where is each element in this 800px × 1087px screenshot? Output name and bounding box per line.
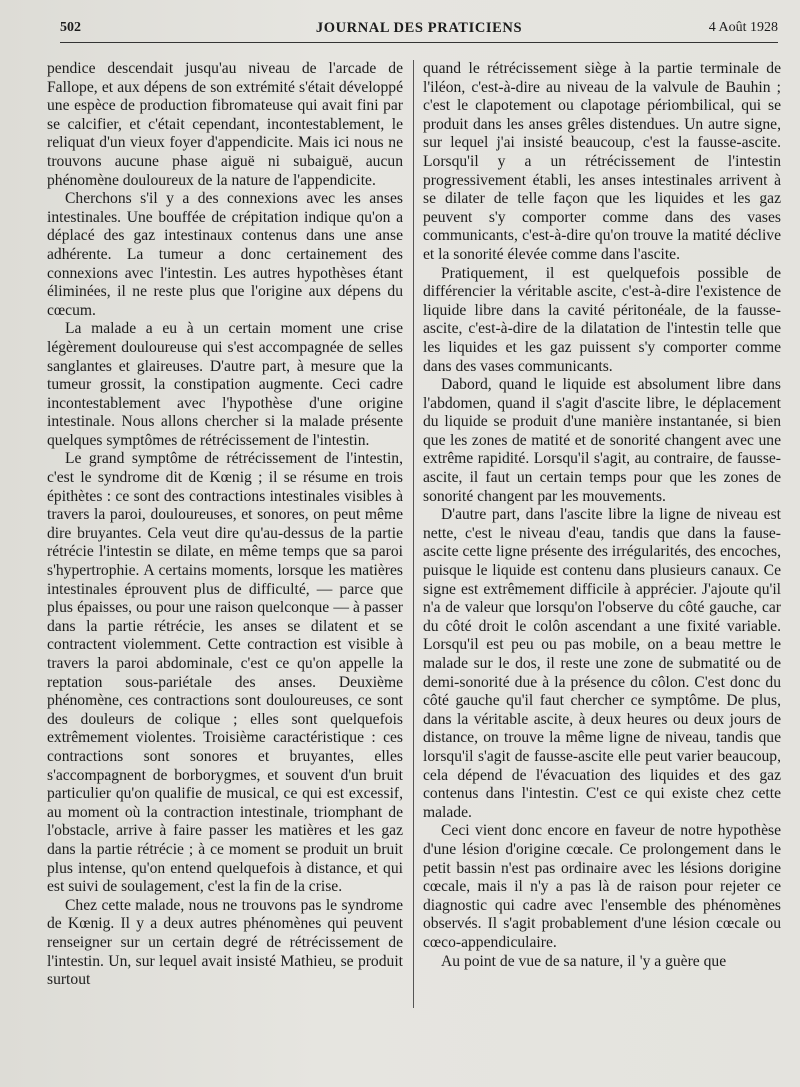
paragraph: La malade a eu à un certain moment une crise légèrement douloureuse qui s'est accompagnée de selles sanglantes et glaireuses. D'autre part, à mesure que la tumeur grossit, la constipation augmente. Ceci cadre incontestablement avec l'hypothèse d'une origine intestinale. Nous allons chercher si la malade présente quelques symptômes de rétrécissement de l'intestin.: [47, 320, 403, 449]
journal-title: JOURNAL DES PRATICIENS: [315, 20, 523, 36]
right-column: [423, 60, 781, 971]
paragraph: Ceci vient donc encore en faveur de notre hypothèse d'une lésion d'origine cœcale. Ce prolongement dans le petit bassin n'est pas ordinaire avec les lésions dorigine cœcale, mais il n'y a pas là de raison pour rejeter ce diagnostic qui cadre avec l'ensemble des phénomènes observés. Il s'agit probablement d'une lésion cœcale ou cœco-appendiculaire.: [423, 822, 781, 951]
paragraph: quand le rétrécissement siège à la partie terminale de l'iléon, c'est-à-dire au niveau de la valvule de Bauhin ; c'est le clapotement ou clapotage périombilical, qui se produit dans les anses grêles distendues. Un autre signe, sur lequel j'ai insisté beaucoup, c'est la fausse-ascite. Lorsqu'il y a un rétrécissement de l'intestin progressivement établi, les anses intestinales arrivent à se dilater de telle façon que les liquides et les gaz peuvent s'y comporter comme dans des vases communicants, c'est-à-dire qu'on trouve la matité déclive et la sonorité élevée comme dans l'ascite.: [423, 60, 781, 263]
issue-date: 4 Août 1928: [708, 20, 778, 35]
paragraph: pendice descendait jusqu'au niveau de l'arcade de Fallope, et aux dépens de son extrémité s'était développé une espèce de production fibromateuse qui avait fini par se calcifier, et c'était cependant, incontestablement, le reliquat d'un vieux foyer d'appendicite. Mais ici nous ne trouvons aucune phase aiguë ni subaiguë, aucun phénomène douloureux de la nature de l'appendicite.: [47, 60, 403, 189]
paragraph: Le grand symptôme de rétrécissement de l'intestin, c'est le syndrome dit de Kœnig ; il se résume en trois épithètes : ce sont des contractions intestinales visibles à travers la paroi, douloureuses, et sonores, on peut même dire bruyantes. Cela veut dire qu'au-dessus de la partie rétrécie l'intestin se dilate, en même temps que sa paroi s'hypertrophie. A certains moments, lorsque les matières intestinales éprouvent plus de difficulté, — parce que plus épaisses, ou pour une raison quelconque — à passer dans la partie rétrécie, les anses se dilatent et se contractent violemment. Cette contraction est visible à travers la paroi abdominale, c'est ce qu'on appelle la reptation sous-pariétale des anses. Deuxième phénomène, ces contractions sont douloureuses, ce sont des douleurs de colique ; elles sont quelquefois extrêmement violentes. Troisième caractéristique : ces contractions sont sonores et bruyantes, elles s'accompagnent de borborygmes, et souvent d'un bruit particulier qu'on qualifie de musical, ce qui est excessif, au moment où la contraction intestinale, triomphant de l'obstacle, arrive à faire passer les matières et les gaz dans la partie rétrécie ; à ce moment se produit un bruit plus intense, qu'on entend quelquefois à distance, et qui est suivi de soulagement, c'est la fin de la crise.: [47, 450, 403, 896]
page-header: [60, 20, 778, 42]
paragraph: Dabord, quand le liquide est absolument libre dans l'abdomen, quand il s'agit d'ascite libre, le déplacement du liquide se produit d'une manière instantanée, si bien que les zones de matité et de sonorité changent avec une extrême rapidité. Lorsqu'il s'agit, au contraire, de fausse-ascite, il faut un certain temps pour que les zones de sonorité changent par les mouvements.: [423, 376, 781, 505]
paragraph: Pratiquement, il est quelquefois possible de différencier la véritable ascite, c'est-à-dire l'existence de liquide libre dans la cavité péritonéale, de la fausse-ascite, c'est-à-dire de la dilatation de l'intestin telle que les liquides et les gaz puissent s'y comporter comme dans des vases communicants.: [423, 264, 781, 375]
paragraph: D'autre part, dans l'ascite libre la ligne de niveau est nette, c'est le niveau d'eau, tandis que dans la fause-ascite cette ligne présente des irrégularités, des encoches, puisque le liquide est contenu dans plusieurs canaux. Ce signe est extrêmement difficile à apprécier. J'ajoute qu'il n'a de valeur que lorsqu'on l'observe du côté gauche, car du côté droit le colôn ascendant a une fixité variable. Lorsqu'il est peu ou pas mobile, on a beau mettre le malade sur le dos, il reste une zone de submatité ou de demi-sonorité due à la présence du côlon. C'est donc du côté gauche qu'il faut chercher ce symptôme. De plus, dans la véritable ascite, à deux heures ou deux jours de distance, on trouve la même ligne de niveau, tandis que lorsqu'il s'agit de fausse-ascite elle peut varier beaucoup, cela dépend de l'évacuation des liquides et des gaz contenus dans l'intestin. C'est ce qui existe chez cette malade.: [423, 506, 781, 821]
header-rule: [60, 42, 778, 43]
left-column: [47, 60, 403, 990]
paragraph: Chez cette malade, nous ne trouvons pas le syndrome de Kœnig. Il y a deux autres phénomènes qui peuvent renseigner sur un certain degré de rétrécissement de l'intestin. Un, sur lequel avait insisté Mathieu, se produit surtout: [47, 896, 403, 989]
column-divider: [413, 60, 414, 1008]
paragraph: Cherchons s'il y a des connexions avec les anses intestinales. Une bouffée de crépitation indique qu'on a déplacé des gaz intestinaux contenus dans une anse adhérente. La tumeur a donc certainement des connexions avec l'intestin. Les autres hypothèses étant éliminées, il ne reste plus que l'origine aux dépens du cœcum.: [47, 190, 403, 319]
paragraph: Au point de vue de sa nature, il 'y a guère que: [441, 952, 727, 970]
page-number: 502: [60, 20, 81, 35]
